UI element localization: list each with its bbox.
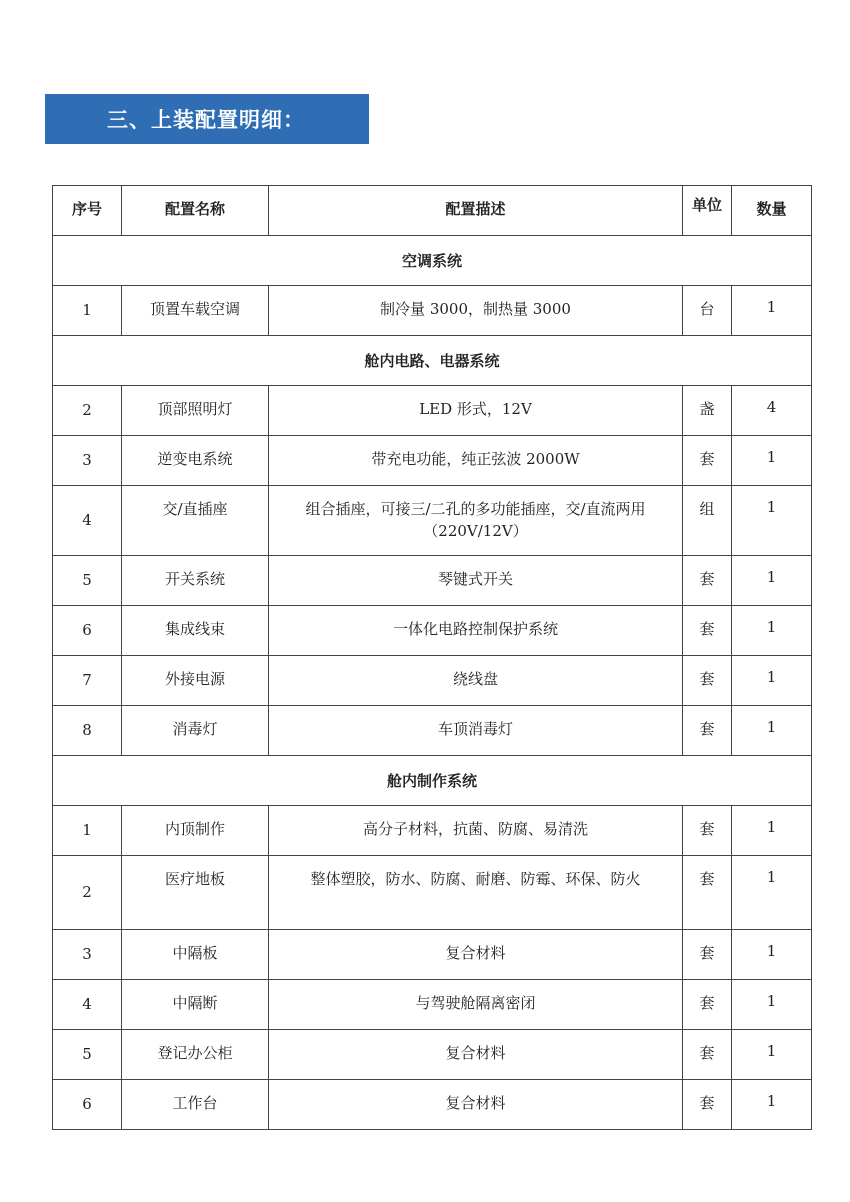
row-name: 集成线束 — [122, 606, 269, 656]
table-row — [53, 806, 812, 856]
row-name: 顶部照明灯 — [122, 386, 269, 436]
row-desc: 与驾驶舱隔离密闭 — [269, 980, 683, 1030]
row-qty: 1 — [732, 1030, 812, 1080]
row-name: 中隔断 — [122, 980, 269, 1030]
row-unit: 台 — [683, 286, 732, 336]
row-no: 6 — [53, 606, 122, 656]
row-qty: 1 — [732, 286, 812, 336]
config-table — [52, 185, 812, 1130]
row-desc: 制冷量 3000，制热量 3000 — [269, 286, 683, 336]
table-header-row — [53, 186, 812, 236]
row-no: 8 — [53, 706, 122, 756]
row-no: 4 — [53, 980, 122, 1030]
row-unit: 套 — [683, 606, 732, 656]
row-qty: 1 — [732, 856, 812, 930]
row-qty: 1 — [732, 436, 812, 486]
row-qty: 1 — [732, 1080, 812, 1130]
row-name: 外接电源 — [122, 656, 269, 706]
table-row — [53, 980, 812, 1030]
row-no: 3 — [53, 930, 122, 980]
table-row — [53, 930, 812, 980]
row-desc: 复合材料 — [269, 930, 683, 980]
header-unit: 单位 — [683, 186, 732, 236]
row-no: 2 — [53, 386, 122, 436]
table-row — [53, 436, 812, 486]
row-name: 登记办公柜 — [122, 1030, 269, 1080]
table-row — [53, 856, 812, 930]
section-heading: 三、上装配置明细： — [45, 94, 369, 144]
row-no: 1 — [53, 286, 122, 336]
row-name: 交/直插座 — [122, 486, 269, 556]
row-name: 中隔板 — [122, 930, 269, 980]
row-unit: 套 — [683, 656, 732, 706]
table-row — [53, 386, 812, 436]
row-unit: 套 — [683, 856, 732, 930]
row-no: 5 — [53, 1030, 122, 1080]
row-unit: 套 — [683, 930, 732, 980]
row-unit: 套 — [683, 556, 732, 606]
table-row — [53, 606, 812, 656]
table-row — [53, 1030, 812, 1080]
row-desc: 组合插座，可接三/二孔的多功能插座，交/直流两用（220V/12V） — [269, 486, 683, 556]
row-unit: 套 — [683, 980, 732, 1030]
row-desc: 绕线盘 — [269, 656, 683, 706]
row-desc: LED 形式，12V — [269, 386, 683, 436]
row-desc: 带充电功能，纯正弦波 2000W — [269, 436, 683, 486]
row-unit: 套 — [683, 1080, 732, 1130]
row-desc: 复合材料 — [269, 1030, 683, 1080]
row-name: 医疗地板 — [122, 856, 269, 930]
row-no: 6 — [53, 1080, 122, 1130]
row-name: 消毒灯 — [122, 706, 269, 756]
row-name: 顶置车载空调 — [122, 286, 269, 336]
row-qty: 4 — [732, 386, 812, 436]
row-unit: 套 — [683, 806, 732, 856]
row-qty: 1 — [732, 706, 812, 756]
header-desc: 配置描述 — [269, 186, 683, 236]
section-title: 舱内电路、电器系统 — [53, 336, 812, 386]
section-title: 空调系统 — [53, 236, 812, 286]
row-unit: 套 — [683, 706, 732, 756]
section-title: 舱内制作系统 — [53, 756, 812, 806]
row-desc: 整体塑胶，防水、防腐、耐磨、防霉、环保、防火 — [269, 856, 683, 930]
row-desc: 高分子材料，抗菌、防腐、易清洗 — [269, 806, 683, 856]
table-row — [53, 486, 812, 556]
header-name: 配置名称 — [122, 186, 269, 236]
row-unit: 套 — [683, 1030, 732, 1080]
row-qty: 1 — [732, 656, 812, 706]
row-qty: 1 — [732, 556, 812, 606]
row-unit: 套 — [683, 436, 732, 486]
table-row — [53, 286, 812, 336]
section-row — [53, 236, 812, 286]
row-no: 7 — [53, 656, 122, 706]
row-no: 1 — [53, 806, 122, 856]
section-row — [53, 336, 812, 386]
table-row — [53, 556, 812, 606]
row-name: 逆变电系统 — [122, 436, 269, 486]
row-unit: 组 — [683, 486, 732, 556]
table-row — [53, 1080, 812, 1130]
row-qty: 1 — [732, 486, 812, 556]
row-qty: 1 — [732, 606, 812, 656]
row-qty: 1 — [732, 930, 812, 980]
row-desc: 一体化电路控制保护系统 — [269, 606, 683, 656]
header-qty: 数量 — [732, 186, 812, 236]
row-no: 4 — [53, 486, 122, 556]
section-row — [53, 756, 812, 806]
row-unit: 盏 — [683, 386, 732, 436]
row-qty: 1 — [732, 980, 812, 1030]
table-row — [53, 656, 812, 706]
row-no: 5 — [53, 556, 122, 606]
row-desc: 琴键式开关 — [269, 556, 683, 606]
row-no: 3 — [53, 436, 122, 486]
row-desc: 复合材料 — [269, 1080, 683, 1130]
header-no: 序号 — [53, 186, 122, 236]
row-name: 开关系统 — [122, 556, 269, 606]
row-no: 2 — [53, 856, 122, 930]
row-name: 工作台 — [122, 1080, 269, 1130]
row-desc: 车顶消毒灯 — [269, 706, 683, 756]
row-name: 内顶制作 — [122, 806, 269, 856]
row-qty: 1 — [732, 806, 812, 856]
table-row — [53, 706, 812, 756]
